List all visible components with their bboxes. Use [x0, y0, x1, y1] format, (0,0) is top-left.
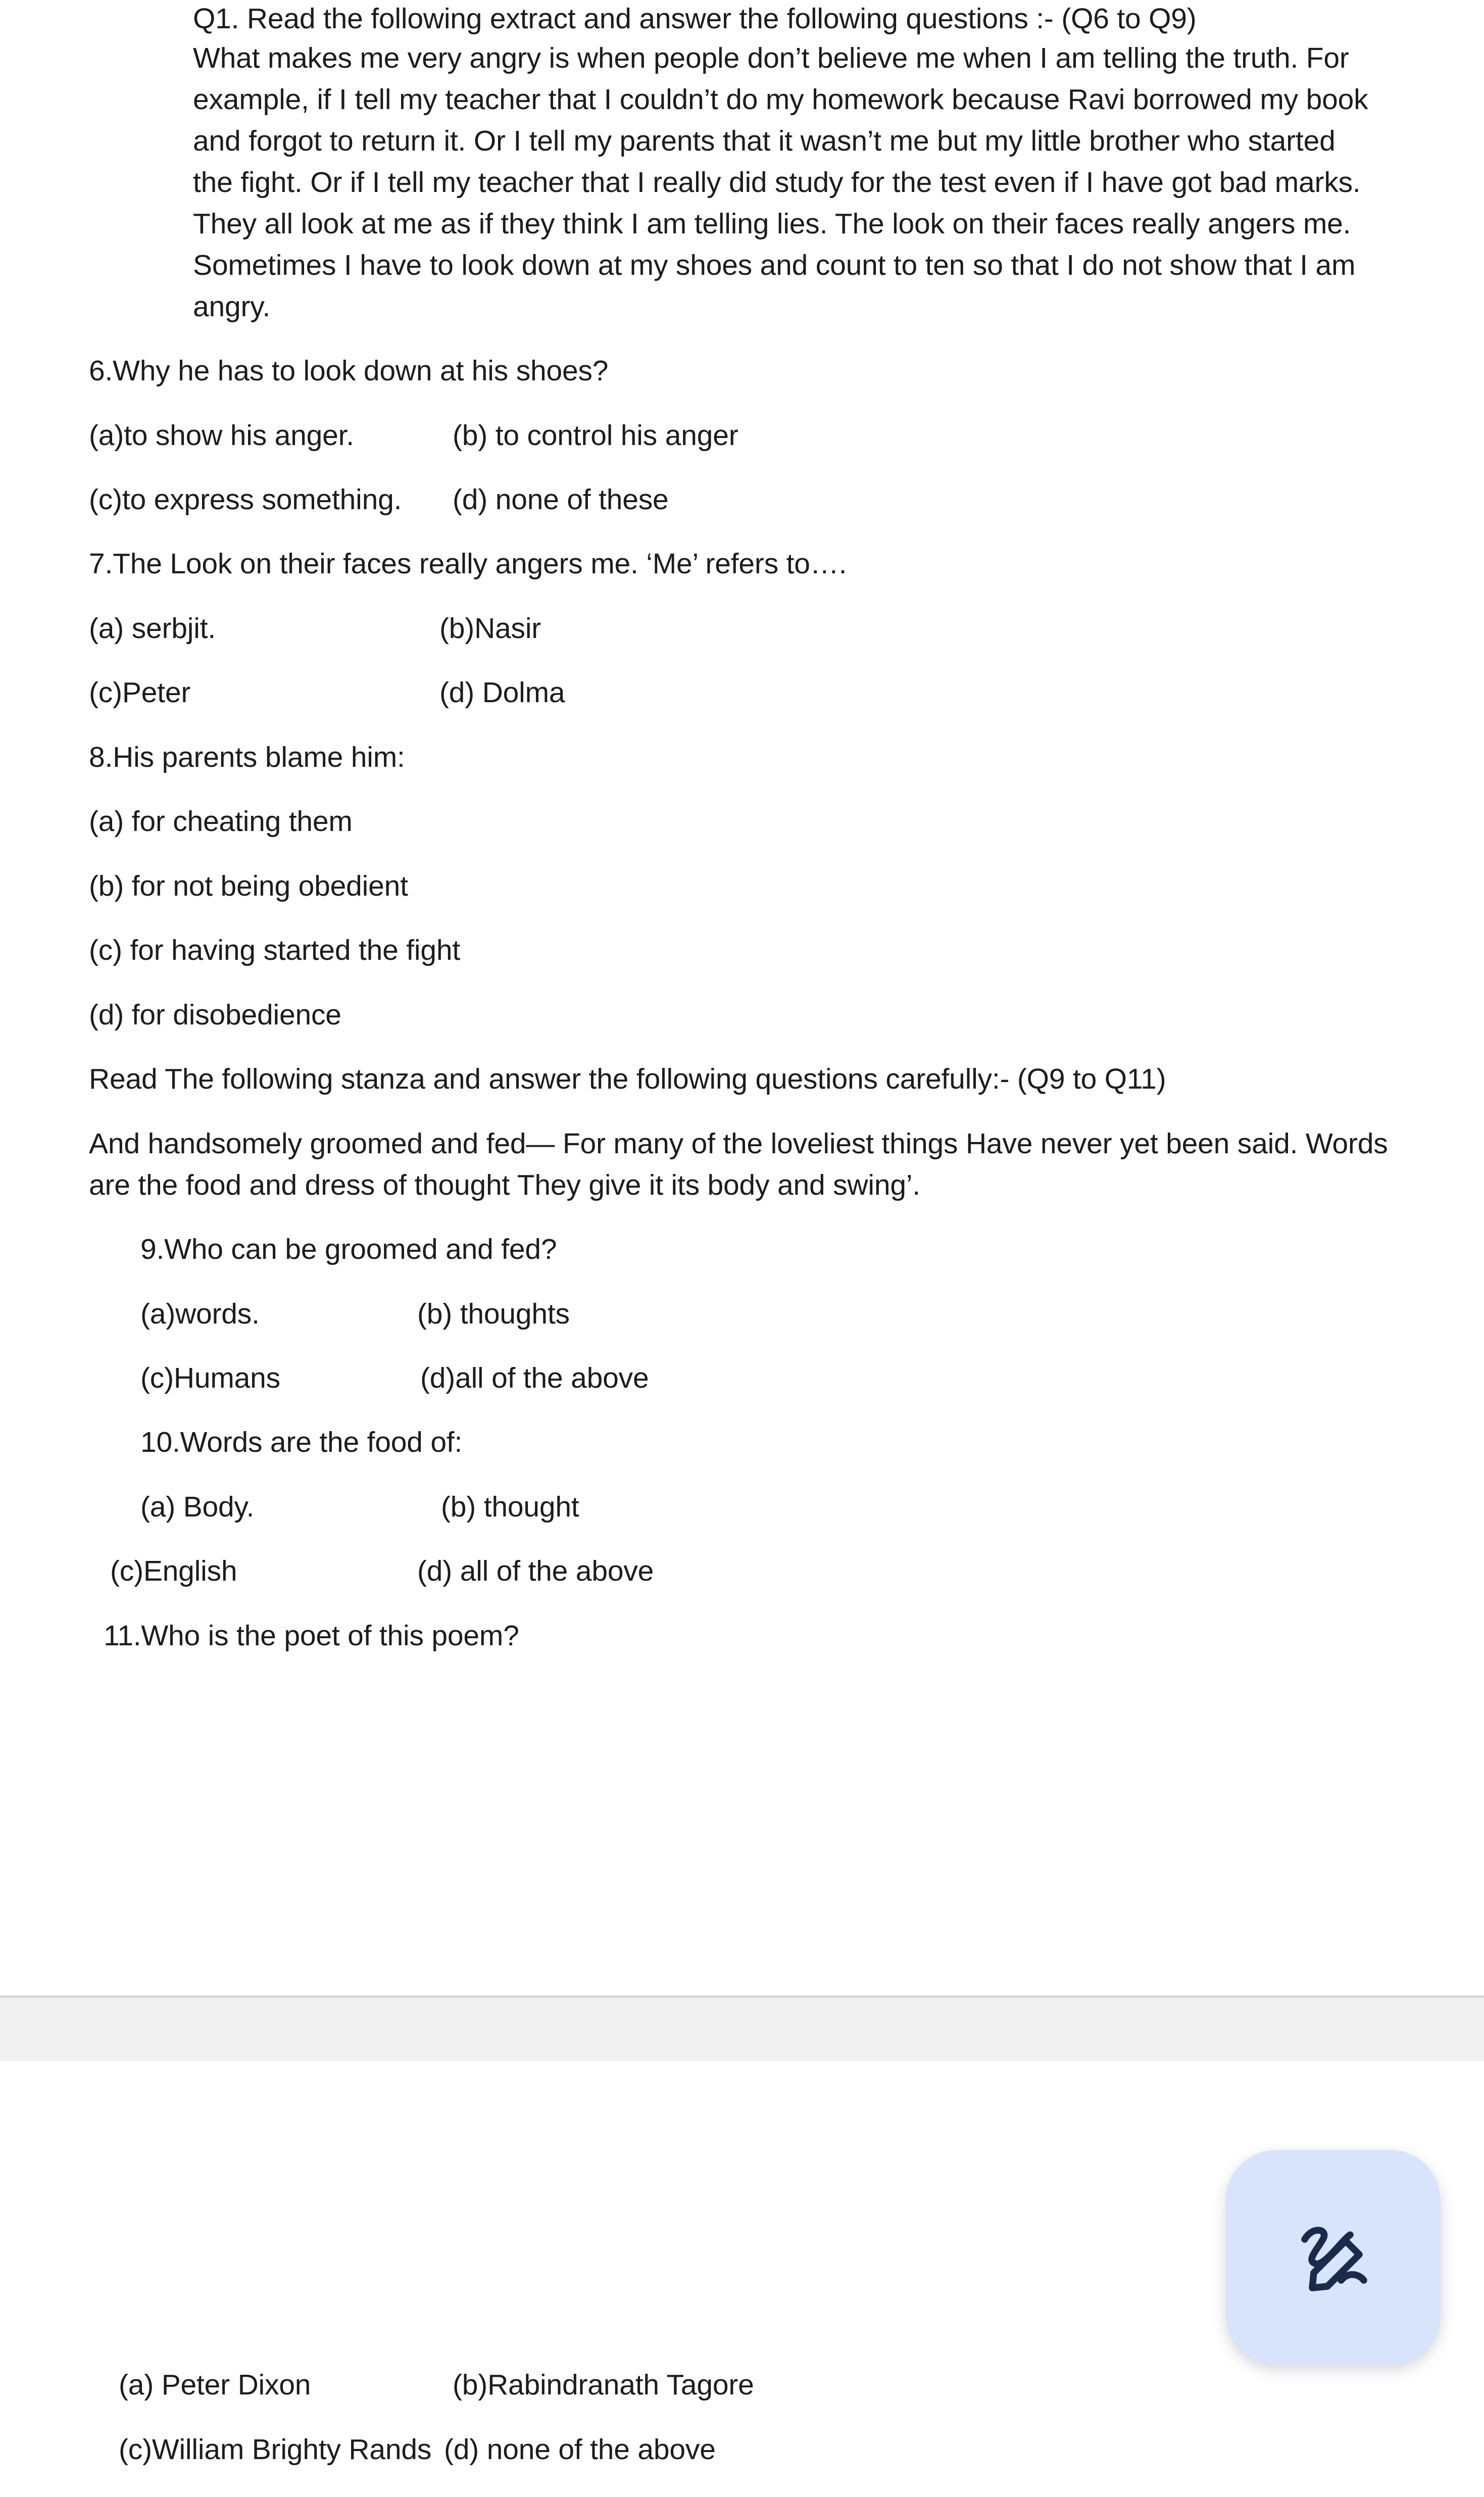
option-6a: (a)to show his anger.	[89, 419, 354, 452]
option-9c: (c)Humans	[140, 1362, 280, 1394]
passage-line: They all look at me as if they think I am telling lies. The look on their faces really angers me.	[193, 208, 1351, 240]
option-10d: (d) all of the above	[417, 1555, 654, 1587]
option-6b: (b) to control his anger	[453, 419, 738, 452]
passage-line: the fight. Or if I tell my teacher that I really did study for the test even if I have got bad marks.	[193, 166, 1361, 199]
option-11a: (a) Peter Dixon	[119, 2369, 311, 2401]
option-6c: (c)to express something.	[89, 483, 402, 516]
pen-scribble-icon	[1296, 2218, 1371, 2296]
option-11b: (b)Rabindranath Tagore	[453, 2369, 754, 2401]
stanza-heading: Read The following stanza and answer the following questions carefully:- (Q9 to Q11)	[89, 1063, 1166, 1095]
question-10: 10.Words are the food of:	[140, 1426, 463, 1458]
passage-line: What makes me very angry is when people don’t believe me when I am telling the truth. For	[193, 42, 1349, 74]
passage-line: example, if I tell my teacher that I couldn’t do my homework because Ravi borrowed my book	[193, 83, 1368, 116]
option-8a: (a) for cheating them	[89, 805, 353, 838]
option-10a: (a) Body.	[140, 1491, 255, 1523]
option-6d: (d) none of these	[453, 483, 669, 516]
question-9: 9.Who can be groomed and fed?	[140, 1233, 557, 1265]
option-10b: (b) thought	[441, 1491, 579, 1523]
stanza-line: are the food and dress of thought They give it its body and swing’.	[89, 1169, 920, 1201]
passage-line: and forgot to return it. Or I tell my parents that it wasn’t me but my little brother who started	[193, 125, 1335, 157]
annotate-fab-button[interactable]	[1226, 2150, 1441, 2365]
option-9a: (a)words.	[140, 1298, 260, 1330]
option-8d: (d) for disobedience	[89, 999, 341, 1031]
option-9b: (b) thoughts	[417, 1298, 570, 1330]
option-7d: (d) Dolma	[439, 676, 565, 709]
option-8c: (c) for having started the fight	[89, 934, 460, 966]
option-7b: (b)Nasir	[439, 612, 541, 645]
passage-line: Sometimes I have to look down at my shoes and count to ten so that I do not show that I am	[193, 249, 1356, 281]
option-7a: (a) serbjit.	[89, 612, 216, 645]
option-9d: (d)all of the above	[420, 1362, 649, 1394]
question-8: 8.His parents blame him:	[89, 741, 405, 773]
page-separator	[0, 1995, 1484, 2061]
question-7: 7.The Look on their faces really angers me. ‘Me’ refers to….	[89, 548, 847, 580]
passage-line: angry.	[193, 290, 270, 323]
option-11c: (c)William Brighty Rands	[119, 2433, 432, 2466]
question-11: 11.Who is the poet of this poem?	[104, 1620, 519, 1652]
question-6: 6.Why he has to look down at his shoes?	[89, 355, 609, 387]
option-11d: (d) none of the above	[444, 2433, 716, 2466]
option-10c: (c)English	[110, 1555, 237, 1587]
passage-heading: Q1. Read the following extract and answer the following questions :- (Q6 to Q9)	[193, 3, 1197, 35]
stanza-line: And handsomely groomed and fed— For many of the loveliest things Have never yet been said. Words	[89, 1128, 1388, 1160]
option-7c: (c)Peter	[89, 676, 191, 709]
option-8b: (b) for not being obedient	[89, 870, 408, 902]
